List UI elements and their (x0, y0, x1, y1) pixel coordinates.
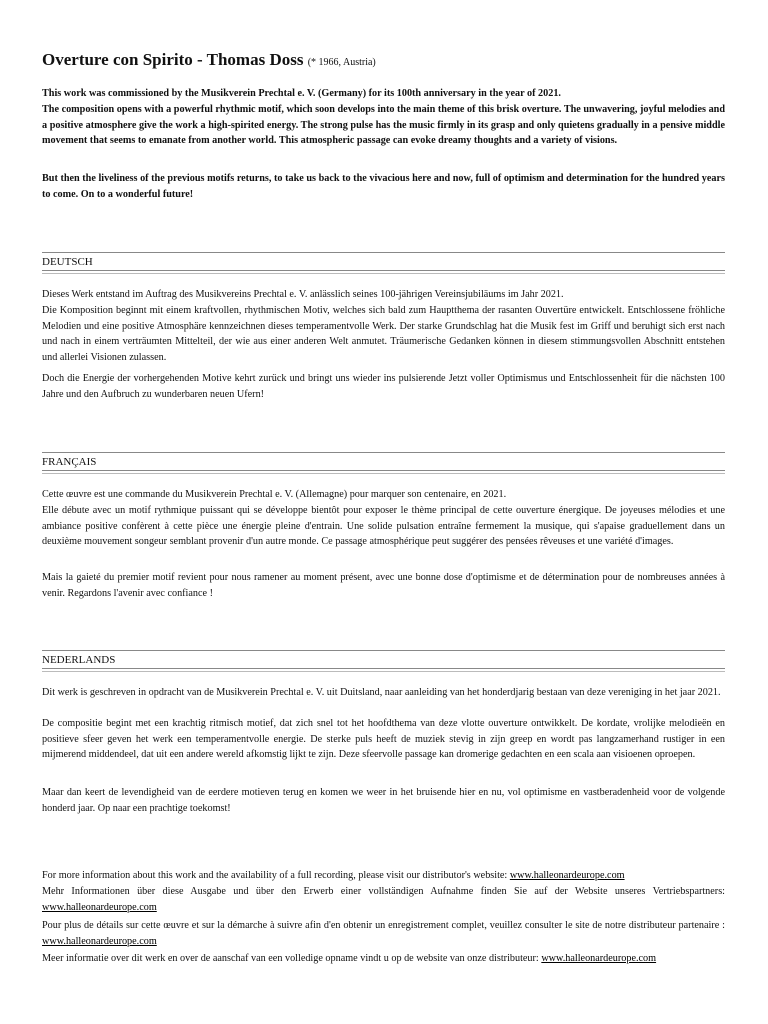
document-title (42, 50, 725, 70)
nederlands-paragraph-1: Dit werk is geschreven in opdracht van de Musikverein Prechtal e. V. uit Duitsland, naar aanleiding van het honderdjarig bestaan van deze vereniging in het jaar 2021. (42, 687, 721, 698)
english-paragraph-2: The composition opens with a powerful rhythmic motif, which soon develops into the main theme of this brisk overture. The unwavering, joyful melodies and a positive atmosphere give the work a high-spirited energy. The strong pulse has the music firmly in its grasp and only quietens gradually in a pensive middle movement that seems to emanate from another world. This atmospheric passage can evoke dreamy thoughts and a variety of visions. (42, 104, 725, 147)
heading-francais-label: FRANÇAIS (42, 456, 97, 468)
distributor-link-de[interactable]: www.halleonardeurope.com (42, 901, 157, 913)
section-heading-francais (42, 452, 725, 471)
distributor-link-fr[interactable]: www.halleonardeurope.com (42, 935, 157, 947)
title-subtitle: (* 1966, Austria) (307, 57, 376, 68)
footer-nl (42, 951, 725, 967)
deutsch-paragraph-3: Doch die Energie der vorhergehenden Motive kehrt zurück und bringt uns wieder ins pulsierende Jetzt voller Optimismus und Entschlossenheit für die nächsten 100 Jahre und den Aufbruch zu wunderbaren neuen Ufern! (42, 373, 725, 400)
footer-en (42, 868, 725, 884)
francais-paragraph-3: Mais la gaieté du premier motif revient pour nous ramener au moment présent, avec une bonne dose d'optimisme et de détermination pour de nombreuses années à venir. Regardons l'avenir avec confiance ! (42, 572, 725, 599)
francais-paragraph-1: Cette œuvre est une commande du Musikverein Prechtal e. V. (Allemagne) pour marquer son centenaire, en 2021. (42, 489, 507, 500)
footer-fr-text: Pour plus de détails sur cette œuvre et sur la démarche à suivre afin d'en obtenir un enregistrement complet, veuillez consulter le site de notre distributeur partenaire : (42, 920, 725, 931)
english-paragraph-1: This work was commissioned by the Musikverein Prechtal e. V. (Germany) for its 100th anniversary in the year of 2021. (42, 88, 561, 99)
heading-deutsch-label: DEUTSCH (42, 256, 93, 268)
deutsch-paragraph-2: Die Komposition beginnt mit einem kraftvollen, rhythmischen Motiv, welches sich bald zum Hauptthema der rasanten Ouvertüre entwickelt. Entschlossene fröhliche Melodien und eine positive Atmosphäre kennzeichnen dieses temperamentvolle Werk. Der starke Grundschlag hat die Musik fest im Griff und beruhigt sich erst nach und nach in einem verträumten Mittelteil, der wie aus einer anderen Welt anmutet. Träumerische Gedanken können in diesem stimmungsvollen Abschnitt entstehen und allerlei Visionen zulassen. (42, 305, 725, 363)
footer-de-text: Mehr Informationen über diese Ausgabe und über den Erwerb einer vollständigen Aufnahme finden Sie auf der Website unseres Vertriebspartners: (42, 886, 725, 897)
footer-en-text: For more information about this work and the availability of a full recording, please visit our distributor's website: (42, 870, 510, 881)
footer-fr (42, 918, 725, 950)
heading-rule (42, 671, 725, 672)
section-heading-nederlands (42, 650, 725, 669)
distributor-link-en[interactable]: www.halleonardeurope.com (509, 870, 625, 881)
heading-rule (42, 273, 725, 274)
english-paragraph-3: But then the liveliness of the previous motifs returns, to take us back to the vivacious here and now, full of optimism and determination for the hundred years to come. On to a wonderful future! (42, 173, 725, 200)
footer-de (42, 884, 725, 916)
nederlands-paragraph-2: De compositie begint met een krachtig ritmisch motief, dat zich snel tot het hoofdthema van deze vlotte ouverture ontwikkelt. De kordate, vrolijke melodieën en positieve sfeer geven het werk een temperamentvolle energie. De sterke puls heeft de muziek stevig in zijn greep en wordt pas langzamerhand rustiger in een mijmerend middendeel, dat uit een andere wereld afkomstig lijkt te zijn. Deze sfeervolle passage kan dromerige gedachten en een scala aan visioenen oproepen. (42, 718, 725, 761)
deutsch-paragraph-1: Dieses Werk entstand im Auftrag des Musikvereins Prechtal e. V. anlässlich seines 100-jährigen Vereinsjubiläums im Jahr 2021. (42, 289, 564, 300)
heading-rule (42, 473, 725, 474)
francais-paragraph-2: Elle débute avec un motif rythmique puissant qui se développe bientôt pour exposer le thème principal de cette ouverture énergique. De joyeuses mélodies et une ambiance positive confèrent à cette pièce une énergie pleine d'entrain. Une solide pulsation entraîne fermement la musique, qui s'apaise graduellement dans un deuxième mouvement songeur semblant provenir d'un autre monde. Ce passage atmosphérique peut suggérer des pensées rêveuses et une variété d'images. (42, 505, 725, 548)
distributor-link-nl[interactable]: www.halleonardeurope.com (541, 953, 657, 964)
footer-nl-text: Meer informatie over dit werk en over de aanschaf van een volledige opname vindt u op de website van onze distributeur: (42, 953, 542, 964)
title-main: Overture con Spirito - Thomas Doss (42, 50, 304, 69)
nederlands-paragraph-3: Maar dan keert de levendigheid van de eerdere motieven terug en komen we weer in het bruisende hier en nu, vol optimisme en vastberadenheid voor de volgende honderd jaar. Op naar een prachtige toekomst! (42, 787, 725, 814)
section-heading-deutsch (42, 252, 725, 271)
heading-nederlands-label: NEDERLANDS (42, 654, 116, 666)
